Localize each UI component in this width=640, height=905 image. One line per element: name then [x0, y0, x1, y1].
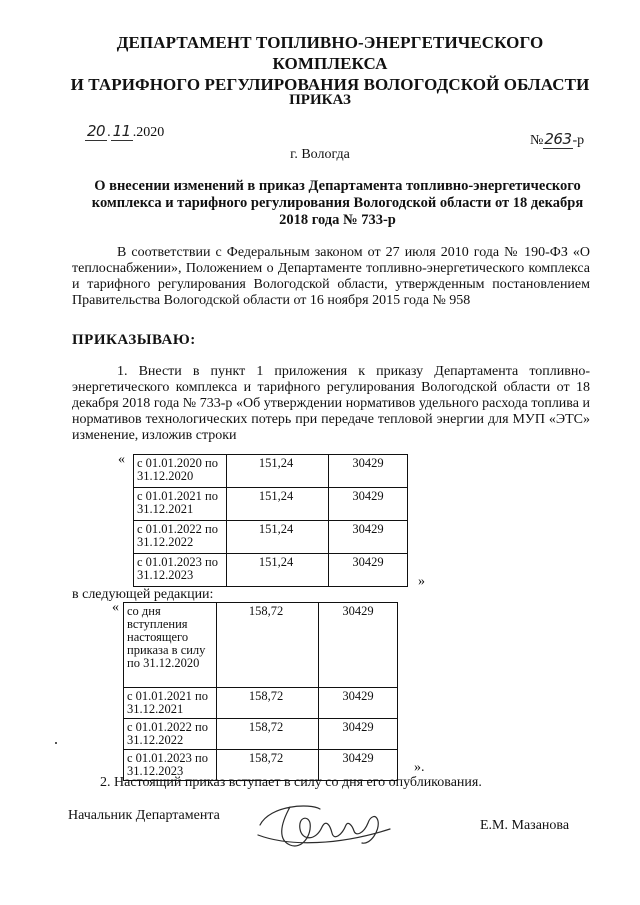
value1-cell: 158,72 [217, 750, 319, 781]
department-header [60, 32, 600, 95]
value2-cell: 30429 [329, 554, 408, 587]
department-header-line1: ДЕПАРТАМЕНТ ТОПЛИВНО-ЭНЕРГЕТИЧЕСКОГО КОМПЛЕКСА [116, 33, 544, 73]
value2-cell: 30429 [319, 603, 398, 688]
date-year: .2020 [132, 125, 165, 140]
item-2-paragraph: 2. Настоящий приказ вступает в силу со дня его опубликования. [100, 775, 482, 790]
signatory-title: Начальник Департамента [68, 808, 220, 823]
department-header-line2: И ТАРИФНОГО РЕГУЛИРОВАНИЯ ВОЛОГОДСКОЙ ОБЛАСТИ [70, 75, 590, 94]
quote-open-new: « [112, 600, 119, 615]
quote-close-new: ». [414, 760, 425, 775]
number-prefix: № [530, 133, 544, 148]
item-1-paragraph: 1. Внести в пункт 1 приложения к приказу Департамента топливно-энергетического комплекса и тарифного регулирования Вологодской области от 18 декабря 2018 года № 733-р «Об утверждении нормативов удельного расхода топлива и нормативов технологических потерь при передаче тепловой энергии для МУП «ЭТС» изменение, изложив строки [72, 364, 590, 443]
table-row [134, 554, 408, 587]
date-separator: . [107, 125, 111, 140]
table-row [134, 488, 408, 521]
new-edition-label: в следующей редакции: [72, 587, 214, 602]
number-value: 263 [544, 130, 572, 148]
signatory-name: Е.М. Мазанова [480, 818, 570, 833]
city: г. Вологда [290, 147, 350, 162]
new-rows-table [123, 602, 398, 781]
value1-cell: 151,24 [227, 488, 329, 521]
prikazyvayu-heading: ПРИКАЗЫВАЮ: [72, 332, 196, 348]
value2-cell: 30429 [329, 488, 408, 521]
value1-cell: 158,72 [217, 719, 319, 750]
date-day: 20 [87, 122, 106, 140]
value1-cell: 158,72 [217, 603, 319, 688]
period-cell: с 01.01.2020 по 31.12.2020 [134, 455, 227, 488]
order-title: ПРИКАЗ [289, 92, 351, 108]
table-row [134, 455, 408, 488]
value1-cell: 151,24 [227, 554, 329, 587]
table-row [124, 603, 398, 688]
date-month: 11 [112, 122, 131, 140]
value2-cell: 30429 [319, 688, 398, 719]
period-cell: с 01.01.2022 по 31.12.2022 [124, 719, 217, 750]
period-cell: со дня вступления настоящего приказа в силу по 31.12.2020 [124, 603, 217, 688]
value2-cell: 30429 [329, 521, 408, 554]
period-cell: с 01.01.2021 по 31.12.2021 [124, 688, 217, 719]
scan-mark [55, 742, 57, 744]
value2-cell: 30429 [319, 750, 398, 781]
quote-open-old: « [118, 452, 125, 467]
handwritten-signature [250, 795, 400, 855]
basis-paragraph: В соответствии с Федеральным законом от 27 июля 2010 года № 190-ФЗ «О теплоснабжении», Положением о Департаменте топливно-энергетического комплекса и тарифного регулирования Вологодской области, утвержденным постановлением Правительства Вологодской области от 16 ноября 2015 года № 958 [72, 245, 590, 308]
value2-cell: 30429 [329, 455, 408, 488]
value1-cell: 151,24 [227, 455, 329, 488]
order-date [85, 122, 164, 141]
period-cell: с 01.01.2023 по 31.12.2023 [124, 750, 217, 781]
value1-cell: 158,72 [217, 688, 319, 719]
table-row [124, 719, 398, 750]
value2-cell: 30429 [319, 719, 398, 750]
order-subject: О внесении изменений в приказ Департамента топливно-энергетического комплекса и тарифного регулирования Вологодской области от 18 декабря 2018 года № 733-р [91, 178, 584, 228]
table-row [134, 521, 408, 554]
old-rows-table [133, 454, 408, 587]
period-cell: с 01.01.2023 по 31.12.2023 [134, 554, 227, 587]
value1-cell: 151,24 [227, 521, 329, 554]
table-row [124, 688, 398, 719]
quote-close-old: » [418, 574, 425, 589]
period-cell: с 01.01.2021 по 31.12.2021 [134, 488, 227, 521]
number-suffix: -р [572, 133, 585, 148]
period-cell: с 01.01.2022 по 31.12.2022 [134, 521, 227, 554]
